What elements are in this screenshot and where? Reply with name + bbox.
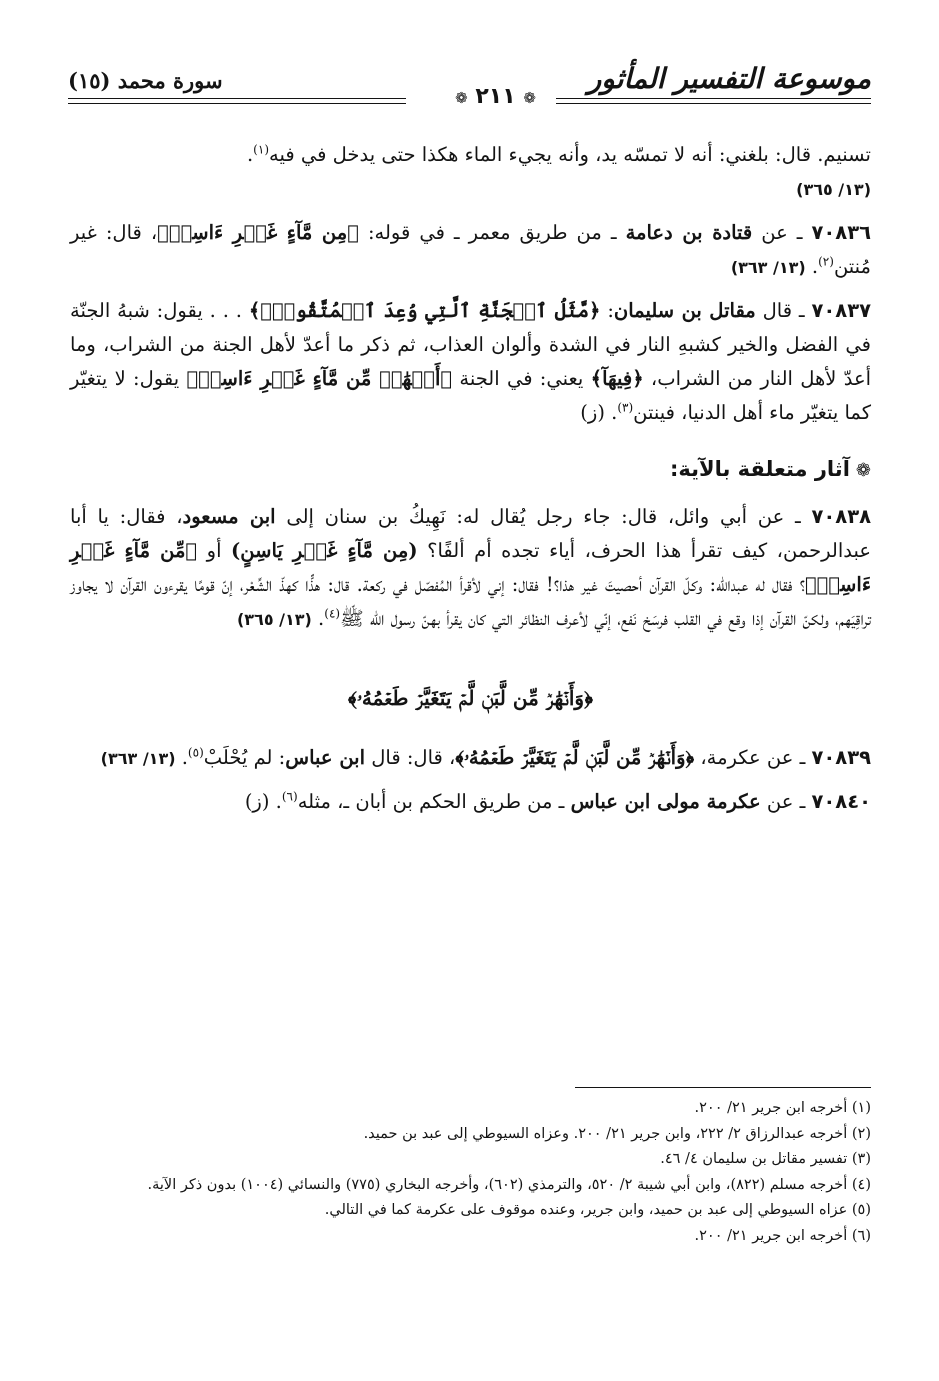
narration-text: : لم يُحْلَبْ: [203, 746, 286, 769]
numbered-narration: [70, 785, 871, 819]
narration-text: ، فقال: يا أبا عبدالرحمن، كيف تقرأ هذا الحرف، أياء تجده أم ألفًا؟: [70, 505, 872, 562]
section-heading-text: آثار متعلقة بالآية:: [669, 457, 850, 481]
ornament-icon: ❁: [455, 89, 468, 107]
narration-text: ـ عن: [752, 221, 812, 244]
running-header: [68, 58, 871, 114]
quran-quote: ﴿وَأَنۡهَٰرٞ مِّن لَّبَنٖ لَّمۡ يَتَغَيَّرۡ طَعۡمُهُۥ﴾: [455, 746, 695, 769]
narrator-name: مقاتل بن سليمان: [613, 299, 756, 322]
surah-title: سورة محمد (١٥): [68, 68, 223, 93]
numbered-narration: [70, 216, 871, 285]
narration-number: ٧٠٨٣٨: [811, 505, 871, 528]
punctuation: .: [246, 143, 254, 166]
footnote: (٥) عزاه السيوطي إلى عبد بن حميد، وابن جرير، وعنده موقوف على عكرمة كما في التالي.: [324, 1202, 871, 1218]
narration-text: يقول: لا يتغيّر كما يتغيّر ماء أهل الدنيا، فينتن: [70, 367, 871, 424]
main-text: [70, 138, 871, 828]
narration-text: ـ عن: [760, 790, 812, 813]
page-number-block: [408, 84, 583, 109]
footnote: (٢) أخرجه عبدالرزاق ٢/ ٢٢٢، وابن جرير ٢١/ ٢٠٠. وعزاه السيوطي إلى عبد بن حميد.: [363, 1125, 871, 1142]
footnote-marker: (١): [253, 142, 269, 157]
book-title: موسوعة التفسير المأثور: [587, 62, 871, 95]
volume-reference: (١٣/ ٣٦٥): [236, 610, 312, 629]
footnotes: [70, 1096, 871, 1249]
narration-text: ـ عن عكرمة،: [694, 746, 812, 769]
footnote: (٣) تفسير مقاتل بن سليمان ٤/ ٤٦.: [660, 1151, 871, 1167]
footnote-separator: [575, 1087, 871, 1088]
narration-text: أو: [197, 539, 232, 562]
punctuation: .: [311, 607, 325, 630]
punctuation: . (ز): [580, 401, 618, 424]
volume-reference: (١٣/ ٣٦٣): [730, 258, 806, 277]
header-rule-left: [68, 98, 406, 104]
flower-ornament-icon: ❁: [855, 460, 871, 481]
numbered-narration: [70, 741, 871, 776]
header-rule-right: [556, 98, 871, 104]
numbered-narration: [70, 294, 871, 430]
punctuation: :: [600, 299, 614, 322]
punctuation: .: [805, 255, 819, 278]
narration-text: ، قال: قال: [365, 746, 456, 769]
narration-number: ٧٠٨٣٩: [811, 746, 871, 769]
numbered-narration: [70, 500, 871, 637]
narration-text: يعني: في الجنة: [452, 367, 591, 390]
punctuation: . (ز): [244, 790, 282, 813]
narrator-name: عكرمة مولى ابن عباس: [570, 790, 761, 813]
narration-text: ـ من طريق الحكم بن أبان ـ، مثله: [297, 790, 571, 813]
ornament-icon: ❁: [523, 89, 536, 107]
quran-quote: (مِن مَّآءٍ غَيۡرِ يَاسِنٍ): [231, 539, 418, 562]
section-heading: [70, 452, 871, 488]
narration-text: . . . يقول: شبهُ الجنّة في الفضل والخير كشبهِ النار في الشدة وألوان العذاب، ثم ذكر ما أعدّ لأهل الجنة من الشراب، وما أعدّ لأهل النار من الشراب،: [70, 299, 871, 390]
quran-quote: ﴿مِّن مَّآءٍ غَيۡرِ ءَاسِنٖ﴾: [70, 539, 871, 596]
footnote-marker: (٢): [818, 254, 834, 269]
footnote: (٦) أخرجه ابن جرير ٢١/ ٢٠٠.: [694, 1227, 871, 1244]
paragraph-text: تسنيم. قال: بلغني: أنه لا تمسّه يد، وأنه يجيء الماء هكذا حتى يدخل في فيه: [269, 143, 871, 166]
footnote-marker: (٤): [324, 606, 341, 621]
narration-text: ، قال: غير مُنتن: [70, 221, 871, 278]
punctuation: .: [175, 746, 188, 769]
narration-text: ؟ فقال له عبدالله: وكلّ القرآن أحصيتَ غير هذا؟! فقال: إني لأقرأ المُفصّل في ركعة. قال: هذًّا كهذّ الشِّعْر، إنّ قومًا يقرءون القرآن لا يجاوز تراقِيَهم، ولكنّ القرآن إذا وقع في القلب فرسَخ نَفع، إنّي لأعرف النظائر التي كان يقرأ بهنّ رسول الله ﷺ: [70, 573, 871, 630]
footnote: (١) أخرجه ابن جرير ٢١/ ٢٠٠.: [694, 1100, 871, 1116]
verse-heading: ﴿وَأَنۡهَٰرٞ مِّن لَّبَنٖ لَّمۡ يَتَغَيَّرۡ طَعۡمُهُۥ﴾: [348, 686, 593, 710]
volume-reference: (١٣/ ٣٦٣): [100, 749, 176, 768]
footnote-marker: (٣): [617, 400, 634, 415]
footnote-marker: (٦): [281, 789, 298, 804]
narrator-name: ابن مسعود: [182, 505, 276, 528]
narrator-name: قتادة بن دعامة: [625, 221, 753, 244]
narration-number: ٧٠٨٤٠: [811, 790, 871, 813]
narration-text: ـ عن أبي وائل، قال: جاء رجل يُقال له: نَهِيكُ بن سنان إلى: [275, 505, 812, 528]
quran-quote: ﴿فِيهَآ﴾: [590, 367, 644, 390]
footnote-marker: (٥): [187, 745, 204, 760]
quran-quote: ﴿مِن مَّآءٍ غَيۡرِ ءَاسِنٖ﴾: [157, 221, 359, 244]
volume-reference: (١٣/ ٣٦٥): [796, 180, 871, 199]
quran-quote: ﴿مَّثَلُ ٱلۡجَنَّةِ ٱلَّتِي وُعِدَ ٱلۡمُتَّقُونَۖ﴾: [248, 299, 601, 322]
narration-text: ـ قال: [755, 299, 812, 322]
narration-number: ٧٠٨٣٦: [811, 221, 871, 244]
paragraph: [70, 138, 871, 207]
quran-quote: ﴿أَنۡهَٰرٞ مِّن مَّآءٍ غَيۡرِ ءَاسِنٖ﴾: [186, 367, 453, 390]
footnote: (٤) أخرجه مسلم (٨٢٢)، وابن أبي شيبة ٢/ ٥٢٠، والترمذي (٦٠٢)، وأخرجه البخاري (٧٧٥) والنسائي (١٠٠٤) بدون ذكر الآية.: [147, 1176, 871, 1193]
page-number: ٢١١: [475, 84, 516, 109]
narration-number: ٧٠٨٣٧: [811, 299, 872, 322]
narrator-name: ابن عباس: [285, 746, 366, 769]
narration-text: ـ من طريق معمر ـ في قوله:: [358, 221, 626, 244]
